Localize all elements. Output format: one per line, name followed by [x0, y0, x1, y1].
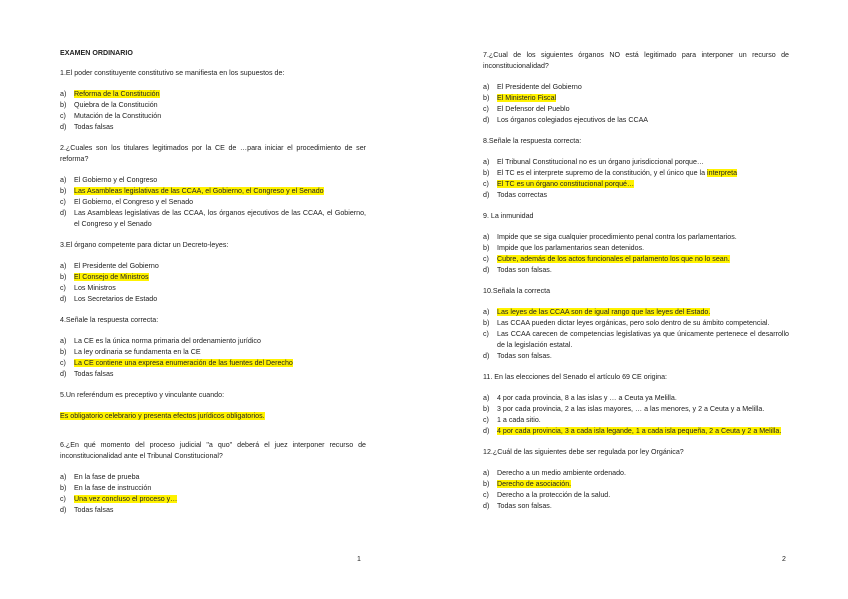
options-list [483, 157, 789, 201]
option-item [60, 272, 366, 283]
option-letter: d) [60, 123, 67, 131]
option-letter: c) [483, 330, 489, 338]
option-text: El Gobierno, el Congreso y el Senado [74, 198, 194, 206]
option-letter: b) [60, 348, 67, 356]
option-letter: c) [483, 416, 489, 424]
option-item [483, 93, 789, 104]
question-text: 9. La inmunidad [483, 212, 534, 220]
question-block [483, 136, 789, 201]
question-block [60, 440, 366, 516]
option-text: Una vez concluso el proceso y… [74, 495, 178, 503]
options-list [60, 336, 366, 380]
question-text: 2.¿Cuales son los titulares legitimados por la CE de …para iniciar el procedimiento de ser reforma? [60, 144, 366, 163]
option-text: Todas falsas [74, 370, 114, 378]
option-letter: b) [483, 319, 490, 327]
option-item [60, 494, 366, 505]
option-text: En la fase de prueba [74, 473, 140, 481]
option-text: Derecho a la protección de la salud. [497, 491, 611, 499]
question-block [483, 211, 789, 276]
option-letter: a) [483, 308, 490, 316]
option-item [483, 404, 789, 415]
option-text: Las leyes de las CCAA son de igual rango que las leyes del Estado. [497, 308, 711, 316]
option-letter: b) [483, 244, 490, 252]
option-letter: a) [483, 469, 490, 477]
option-item [483, 351, 789, 362]
option-letter: c) [483, 255, 489, 263]
exam-title: EXAMEN ORDINARIO [60, 49, 133, 57]
option-letter: a) [60, 337, 67, 345]
question-block [483, 50, 789, 126]
option-item [483, 426, 789, 437]
question-text: 3.El órgano competente para dictar un Decreto-leyes: [60, 241, 229, 249]
option-text: Todas falsas [74, 506, 114, 514]
option-item [60, 472, 366, 483]
option-text: Las CCAA pueden dictar leyes orgánicas, pero solo dentro de su ámbito competencial. [497, 319, 770, 327]
option-item [60, 483, 366, 494]
option-item [60, 197, 366, 208]
question-text: 8.Señale la respuesta correcta: [483, 137, 582, 145]
option-letter: a) [483, 83, 490, 91]
options-list [60, 472, 366, 516]
option-text: El Gobierno y el Congreso [74, 176, 158, 184]
option-letter: c) [60, 495, 66, 503]
option-text: Todas son falsas. [497, 266, 552, 274]
option-text: El Presidente del Gobierno [74, 262, 159, 270]
option-letter: d) [483, 502, 490, 510]
option-item [483, 307, 789, 318]
option-item [60, 111, 366, 122]
option-letter: d) [60, 295, 67, 303]
option-letter: d) [483, 266, 490, 274]
option-item [483, 243, 789, 254]
question-block [60, 390, 366, 422]
option-letter: b) [60, 484, 67, 492]
question-text: 11. En las elecciones del Senado el artículo 69 CE origina: [483, 373, 668, 381]
option-text: Quiebra de la Constitución [74, 101, 158, 109]
option-text: Los Secretarios de Estado [74, 295, 158, 303]
option-text: Las Asambleas legislativas de las CCAA, los órganos ejecutivos de las CCAA, el Gobierno, el Congreso y el Senado [74, 209, 366, 228]
option-letter: c) [483, 180, 489, 188]
option-text: Derecho a un medio ambiente ordenado. [497, 469, 626, 477]
option-text: El Defensor del Pueblo [497, 105, 570, 113]
options-list [483, 393, 789, 437]
options-list [60, 261, 366, 305]
question-text: 12.¿Cuál de las siguientes debe ser regulada por ley Orgánica? [483, 448, 684, 456]
option-text: La CE es la única norma primaria del ordenamiento jurídico [74, 337, 261, 345]
option-item [60, 261, 366, 272]
option-letter: b) [483, 169, 490, 177]
option-text: Todas son falsas. [497, 502, 552, 510]
option-item [483, 179, 789, 190]
option-letter: d) [483, 352, 490, 360]
option-item [483, 115, 789, 126]
option-text: El TC es el interprete supremo de la constitución, y el único que la interpreta [497, 169, 738, 177]
option-item [60, 89, 366, 100]
options-list [483, 232, 789, 276]
option-text: 3 por cada provincia, 2 a las islas mayores, … a las menores, y 2 a Ceuta y a Melilla. [497, 405, 765, 413]
option-item [483, 168, 789, 179]
option-letter: b) [483, 94, 490, 102]
option-letter: b) [60, 273, 67, 281]
option-item [483, 232, 789, 243]
option-text: Todas correctas [497, 191, 548, 199]
option-text: Derecho de asociación. [497, 480, 572, 488]
option-letter: b) [60, 101, 67, 109]
option-item [60, 186, 366, 197]
option-item [60, 336, 366, 347]
option-letter: c) [483, 491, 489, 499]
option-letter: d) [483, 191, 490, 199]
option-letter: a) [483, 394, 490, 402]
option-text: Las CCAA carecen de competencias legislativas ya que únicamente pertenece el desarrollo de la legislación estatal. [497, 330, 789, 349]
option-item [483, 254, 789, 265]
option-item [483, 157, 789, 168]
option-text: El TC es un órgano constitucional porqué… [497, 180, 635, 188]
left-questions [60, 68, 366, 516]
question-text: 4.Señale la respuesta correcta: [60, 316, 159, 324]
option-letter: d) [60, 209, 67, 217]
option-text: La ley ordinaria se fundamenta en la CE [74, 348, 201, 356]
option-text: Todas son falsas. [497, 352, 552, 360]
option-item [483, 329, 789, 351]
page-2-column [483, 48, 789, 522]
right-questions [483, 50, 789, 512]
question-block [483, 372, 789, 437]
question-block [60, 68, 366, 133]
option-letter: c) [483, 105, 489, 113]
option-text: El Ministerio Fiscal [497, 94, 557, 102]
question-text: 10.Señala la correcta [483, 287, 551, 295]
option-item [60, 358, 366, 369]
option-letter: c) [60, 284, 66, 292]
option-text: Todas falsas [74, 123, 114, 131]
option-letter: c) [60, 198, 66, 206]
options-list [483, 307, 789, 362]
option-item [483, 318, 789, 329]
option-text: 4 por cada provincia, 8 a las islas y … a Ceuta ya Melilla. [497, 394, 677, 402]
option-letter: c) [60, 359, 66, 367]
question-block [483, 447, 789, 512]
question-block [60, 315, 366, 380]
option-item [483, 104, 789, 115]
option-item [483, 393, 789, 404]
option-item [483, 479, 789, 490]
options-list [60, 89, 366, 133]
option-text: Mutación de la Constitución [74, 112, 162, 120]
option-item [483, 82, 789, 93]
option-letter: c) [60, 112, 66, 120]
option-letter: b) [483, 405, 490, 413]
answer-text: Es obligatorio celebrario y presenta efectos jurídicos obligatorios. [60, 412, 265, 420]
option-item [60, 505, 366, 516]
option-letter: a) [60, 473, 67, 481]
option-text: En la fase de instrucción [74, 484, 152, 492]
option-item [60, 283, 366, 294]
option-letter: a) [60, 262, 67, 270]
option-item [483, 265, 789, 276]
option-item [483, 501, 789, 512]
page-number-1: 1 [357, 556, 361, 563]
option-text: Los órganos colegiados ejecutivos de las CCAA [497, 116, 649, 124]
option-text: El Consejo de Ministros [74, 273, 149, 281]
question-block [60, 143, 366, 230]
option-text: El Presidente del Gobierno [497, 83, 582, 91]
page-number-2: 2 [782, 556, 786, 563]
question-text: 7.¿Cual de los siguientes órganos NO está legitimado para interponer un recurso de inconstitucionalidad? [483, 51, 789, 70]
option-text: 1 a cada sitio. [497, 416, 541, 424]
question-block [60, 240, 366, 305]
question-text: 6.¿En qué momento del proceso judicial "a quo" deberá el juez interponer recurso de inconstitucionalidad ante el Tribunal Constitucional? [60, 441, 366, 460]
question-text: 1.El poder constituyente constitutivo se manifiesta en los supuestos de: [60, 69, 285, 77]
option-letter: a) [60, 90, 67, 98]
option-text: El Tribunal Constitucional no es un órgano jurisdiccional porque… [497, 158, 705, 166]
page-1-column [60, 48, 366, 526]
option-letter: d) [483, 427, 490, 435]
option-item [483, 468, 789, 479]
options-list [60, 175, 366, 230]
option-item [483, 490, 789, 501]
option-text: 4 por cada provincia, 3 a cada isla legande, 1 a cada isla pequeña, 2 a Ceuta y 2 a Melilla. [497, 427, 782, 435]
option-text: Reforma de la Constitución [74, 90, 160, 98]
option-item [60, 347, 366, 358]
option-item [483, 415, 789, 426]
option-item [60, 369, 366, 380]
option-item [60, 294, 366, 305]
option-letter: d) [60, 370, 67, 378]
option-letter: b) [483, 480, 490, 488]
option-text: Los Ministros [74, 284, 116, 292]
option-letter: a) [483, 158, 490, 166]
option-letter: d) [483, 116, 490, 124]
option-item [483, 190, 789, 201]
option-text: La CE contiene una expresa enumeración de las fuentes del Derecho [74, 359, 293, 367]
option-item [60, 100, 366, 111]
question-text: 5.Un referéndum es preceptivo y vinculante cuando: [60, 391, 225, 399]
option-text: Impide que los parlamentarios sean detenidos. [497, 244, 645, 252]
option-text: Impide que se siga cualquier procedimiento penal contra los parlamentarios. [497, 233, 737, 241]
option-item [60, 122, 366, 133]
option-text: Las Asambleas legislativas de las CCAA, el Gobierno, el Congreso y el Senado [74, 187, 324, 195]
option-letter: d) [60, 506, 67, 514]
option-text: Cubre, además de los actos funcionales el parlamento los que no lo sean. [497, 255, 730, 263]
question-block [483, 286, 789, 362]
options-list [483, 468, 789, 512]
option-letter: b) [60, 187, 67, 195]
option-item [60, 208, 366, 230]
options-list [483, 82, 789, 126]
option-letter: a) [60, 176, 67, 184]
option-letter: a) [483, 233, 490, 241]
option-item [60, 175, 366, 186]
